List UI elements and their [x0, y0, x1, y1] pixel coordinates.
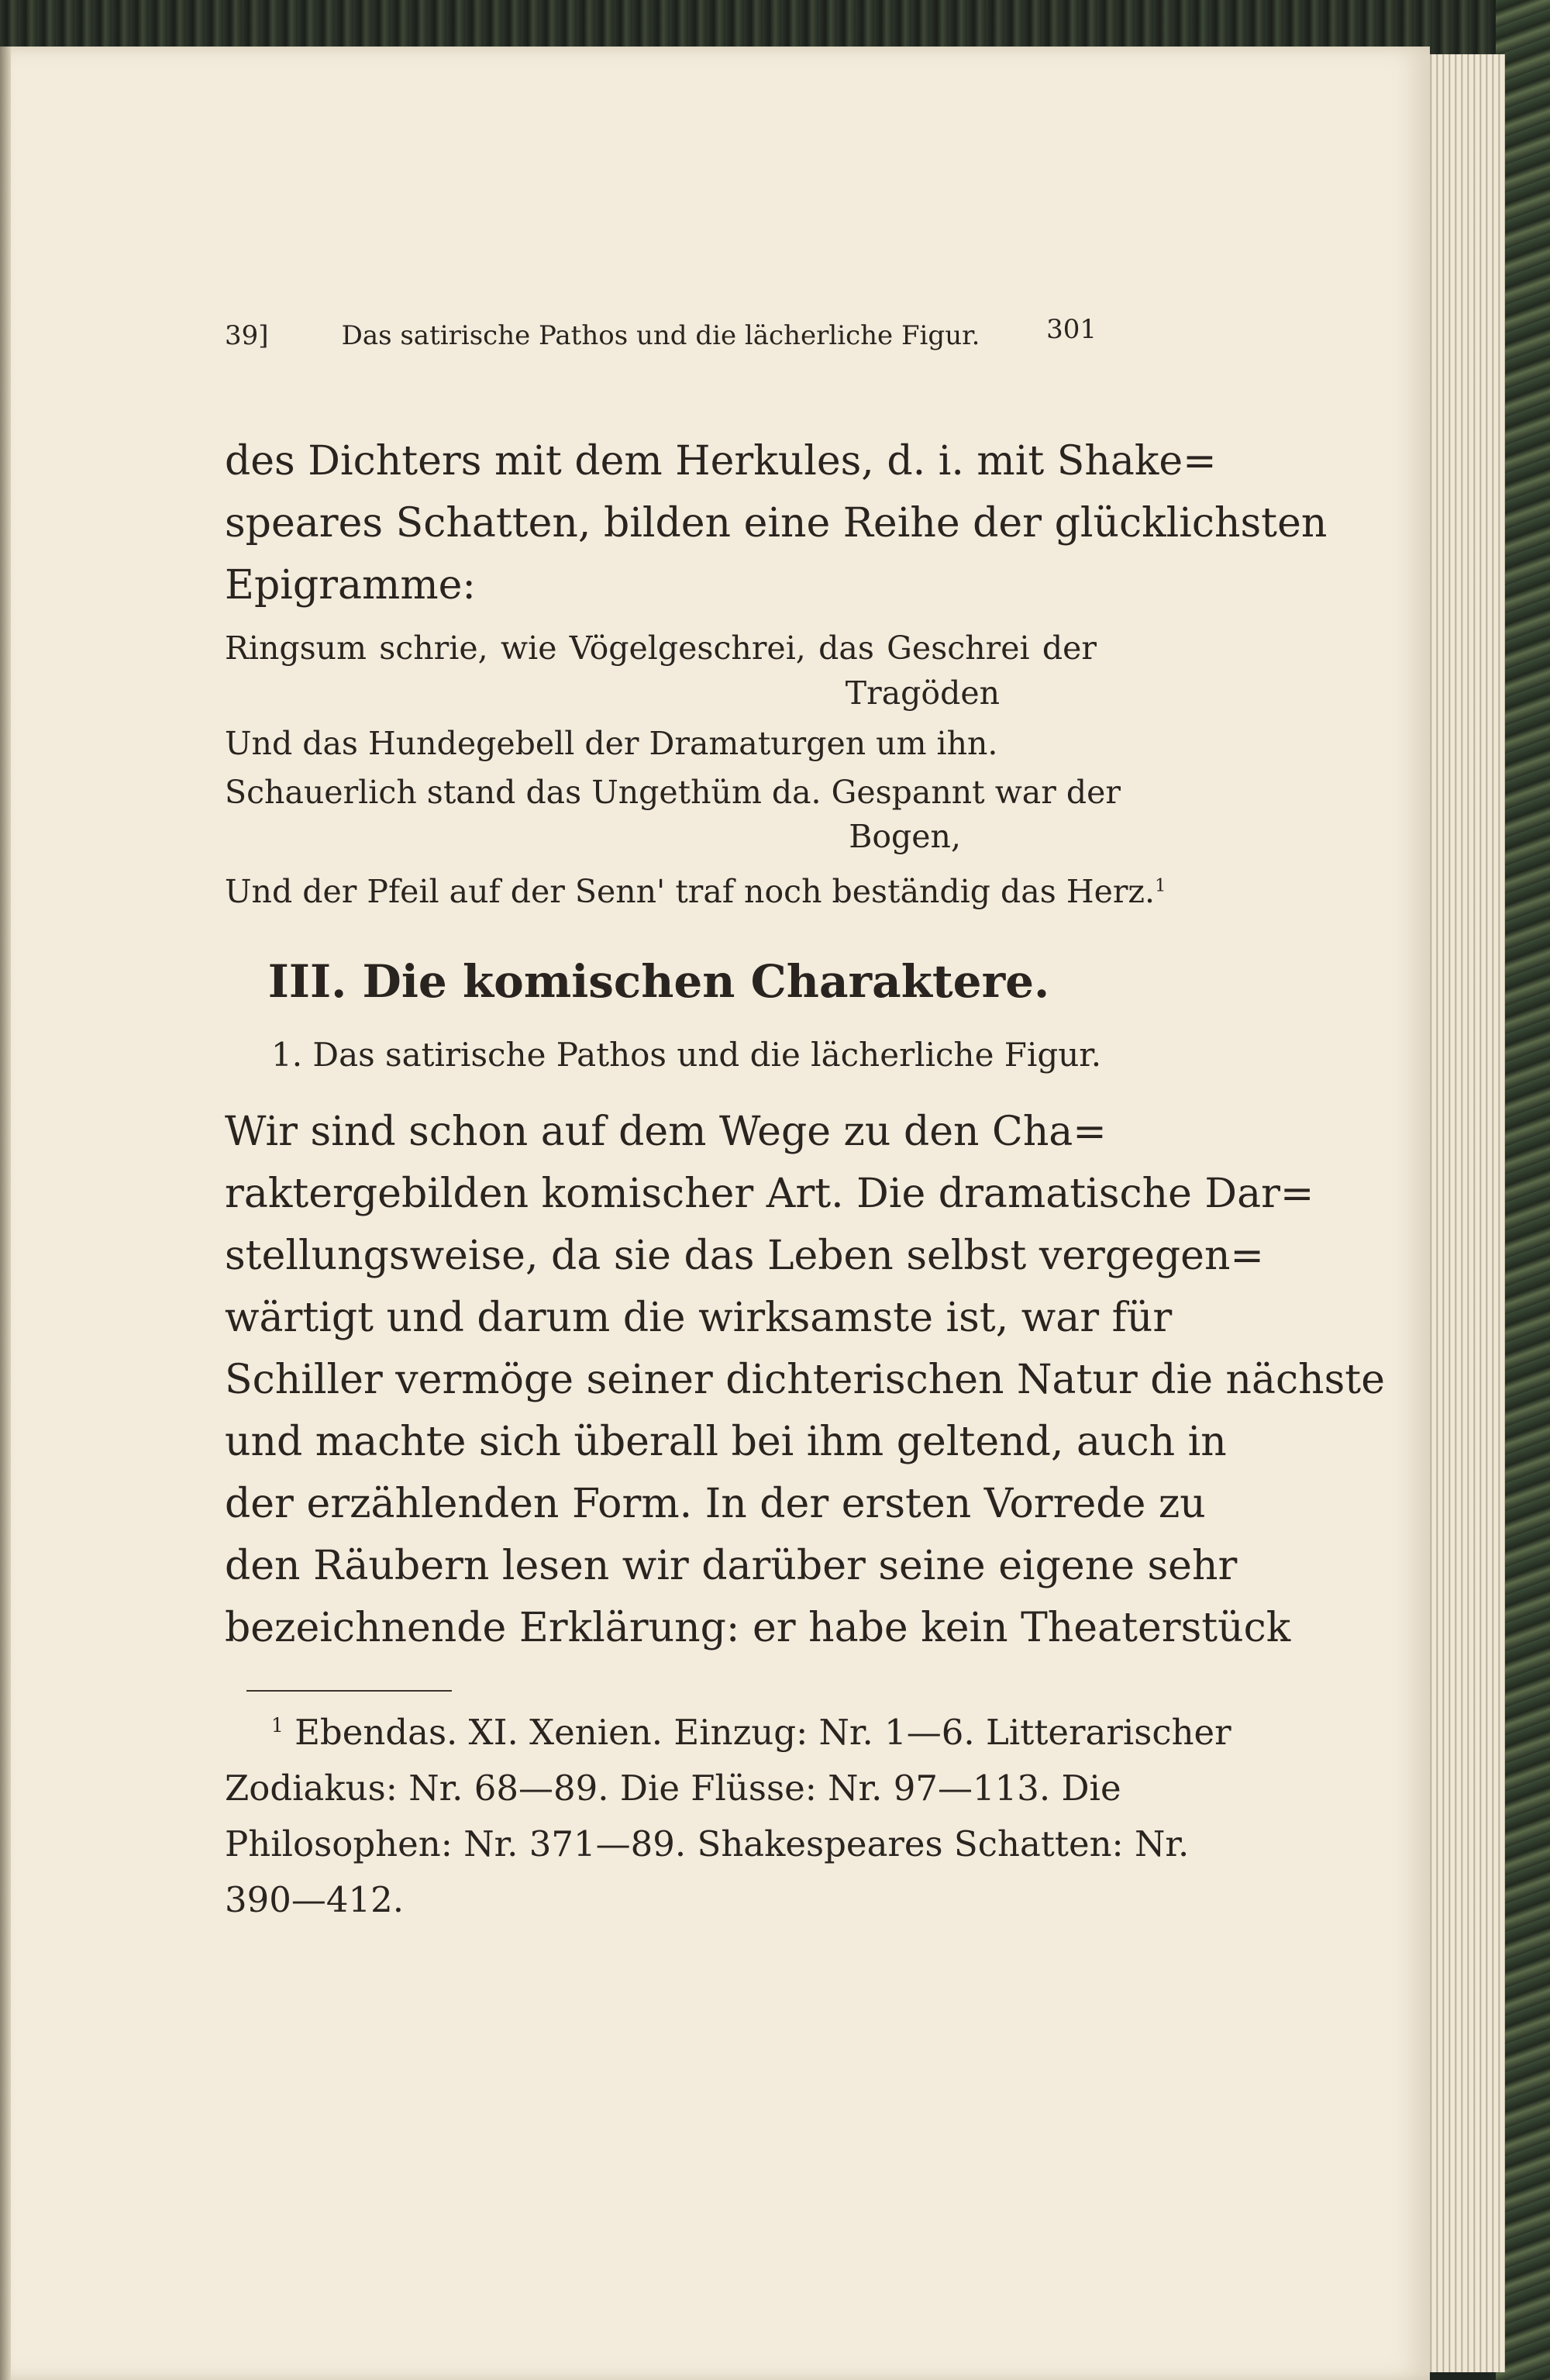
body-line: Wir sind schon auf dem Wege zu den Cha=: [225, 1109, 1107, 1155]
body-line: raktergebilden komischer Art. Die dramatische Dar=: [225, 1171, 1314, 1217]
body-line: Schiller vermöge seiner dichterischen Natur die nächste: [225, 1357, 1385, 1403]
body-line: wärtigt und darum die wirksamste ist, war für: [225, 1295, 1173, 1341]
body-line: den Räubern lesen wir darüber seine eigene sehr: [225, 1543, 1238, 1589]
verse-line-continuation: Tragöden: [845, 674, 1000, 712]
footnote-mark: 1: [1155, 875, 1166, 896]
running-title: Das satirische Pathos und die lächerliche Figur.: [341, 320, 980, 351]
body-line: stellungsweise, da sie das Leben selbst vergegen=: [225, 1233, 1265, 1279]
intro-line: Epigramme:: [225, 562, 476, 609]
body-line: der erzählenden Form. In der ersten Vorrede zu: [225, 1481, 1206, 1527]
footnote-number: 1: [271, 1714, 284, 1737]
verse-line: Ringsum schrie, wie Vögelgeschrei, das Geschrei der: [225, 629, 1097, 667]
body-line: und machte sich überall bei ihm geltend, auch in: [225, 1419, 1227, 1465]
footnote-line: 390—412.: [225, 1879, 405, 1920]
footnote-line: Zodiakus: Nr. 68—89. Die Flüsse: Nr. 97—113. Die: [225, 1768, 1121, 1809]
intro-line: des Dichters mit dem Herkules, d. i. mit Shake=: [225, 438, 1217, 485]
footnote-line: $^1$ Ebendas. XI. Xenien. Einzug: Nr. 1—6. Litterarischer: [271, 1712, 1231, 1753]
verse-line: Schauerlich stand das Ungethüm da. Gespannt war der: [225, 774, 1121, 811]
section-subheading: 1. Das satirische Pathos und die lächerliche Figur.: [271, 1036, 1102, 1074]
body-line: bezeichnende Erklärung: er habe kein Theaterstück: [225, 1605, 1291, 1651]
chapter-reference: 39]: [225, 320, 269, 351]
page-gutter: [0, 47, 11, 2380]
verse-line-continuation: Bogen,: [849, 818, 961, 855]
page-number: 301: [1046, 314, 1097, 345]
verse-line: Und das Hundegebell der Dramaturgen um ihn.: [225, 725, 998, 762]
footnote-line: Philosophen: Nr. 371—89. Shakespeares Schatten: Nr.: [225, 1823, 1190, 1864]
page-edges: [1418, 54, 1505, 2372]
section-heading: III. Die komischen Charaktere.: [267, 955, 1050, 1008]
intro-line: speares Schatten, bilden eine Reihe der glücklichsten: [225, 500, 1328, 547]
verse-line: Und der Pfeil auf der Senn' traf noch beständig das Herz.$^1$: [225, 873, 1166, 910]
footnote-rule: [246, 1690, 452, 1692]
